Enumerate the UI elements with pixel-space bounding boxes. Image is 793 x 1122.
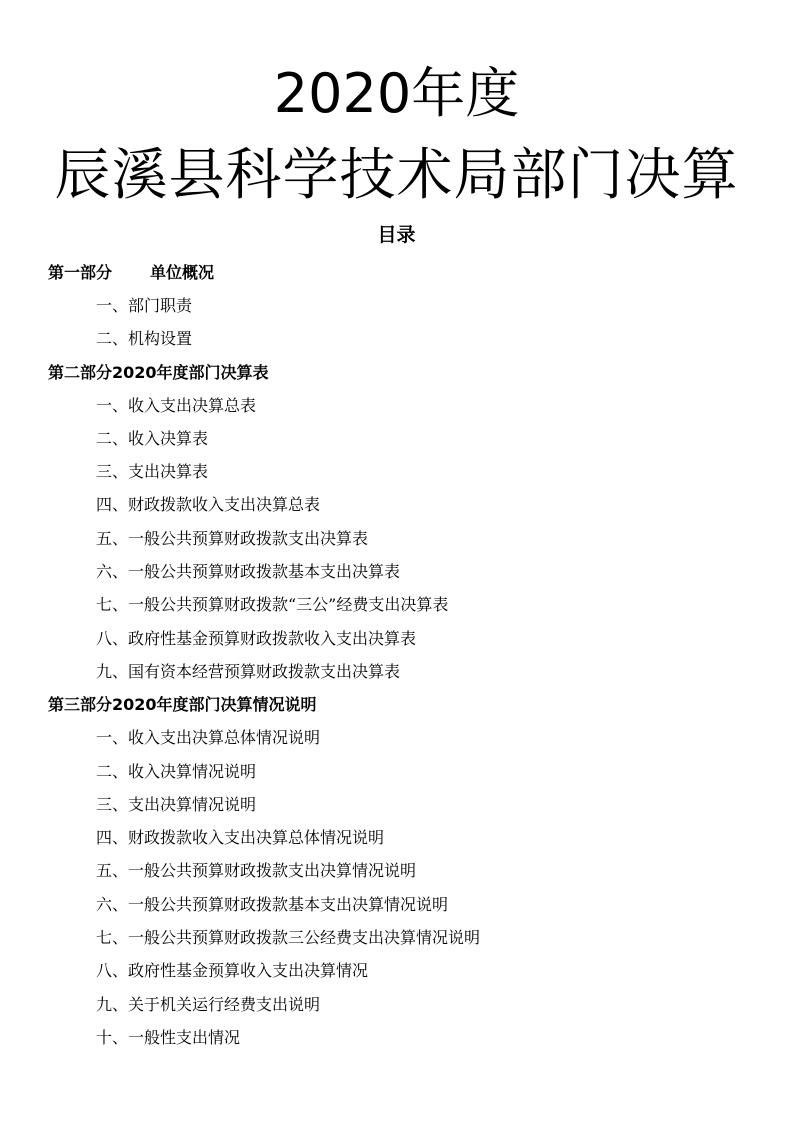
toc-item: 七、一般公共预算财政拨款三公经费支出决算情况说明 [96, 928, 481, 948]
toc-item: 三、支出决算表 [96, 462, 209, 482]
document-title: 辰溪县科学技术局部门决算 [54, 143, 739, 208]
toc-item: 六、一般公共预算财政拨款基本支出决算表 [96, 562, 401, 582]
toc-part-title: 2020年度部门决算情况说明 [112, 695, 317, 715]
toc-part-label: 第一部分 [48, 263, 113, 282]
toc-item: 五、一般公共预算财政拨款支出决算情况说明 [96, 861, 417, 881]
toc-item: 八、政府性基金预算收入支出决算情况 [96, 961, 369, 981]
toc-item: 一、收入支出决算总表 [96, 395, 257, 415]
table-of-contents [0, 256, 793, 1054]
toc-part-title: 2020年度部门决算表 [112, 362, 269, 382]
toc-item: 一、部门职责 [96, 296, 193, 315]
toc-part-title: 单位概况 [150, 263, 215, 282]
toc-part-3 [48, 688, 793, 721]
toc-item: 八、政府性基金预算财政拨款收入支出决算表 [96, 628, 417, 648]
toc-item: 九、关于机关运行经费支出说明 [96, 994, 321, 1014]
toc-part-label: 第二部分 [48, 362, 113, 382]
toc-item: 十、一般性支出情况 [96, 1027, 241, 1047]
toc-item: 六、一般公共预算财政拨款基本支出决算情况说明 [96, 894, 449, 914]
document-title-year: 2020年度 [273, 62, 520, 125]
toc-item: 四、财政拨款收入支出决算总体情况说明 [96, 828, 385, 848]
toc-item: 二、收入决算表 [96, 428, 209, 448]
toc-part-1 [48, 256, 793, 289]
toc-item: 四、财政拨款收入支出决算总表 [96, 495, 321, 515]
toc-item: 九、国有资本经营预算财政拨款支出决算表 [96, 661, 401, 681]
toc-part-2 [48, 356, 793, 389]
toc-item: 二、收入决算情况说明 [96, 761, 257, 781]
toc-item: 二、机构设置 [96, 329, 193, 349]
toc-item: 五、一般公共预算财政拨款支出决算表 [96, 528, 369, 548]
toc-item: 七、一般公共预算财政拨款“三公”经费支出决算表 [96, 595, 449, 615]
toc-item: 三、支出决算情况说明 [96, 794, 257, 814]
toc-item: 一、收入支出决算总体情况说明 [96, 728, 321, 748]
toc-part-label: 第三部分 [48, 695, 113, 715]
toc-heading: 目录 [377, 224, 416, 246]
